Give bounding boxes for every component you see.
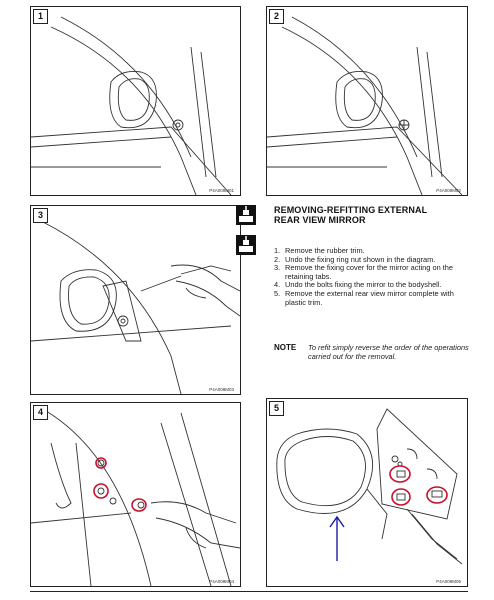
figure-code: P4A009M05 [436, 579, 461, 584]
mirror-assembly-illustration [267, 399, 467, 586]
steps-list [274, 247, 472, 307]
step-item: 1. Remove the rubber trim. [274, 246, 365, 255]
step-item: 4. Undo the bolts fixing the mirror to the bodyshell. [274, 280, 442, 290]
figure-code: P4A009M01 [209, 188, 234, 193]
figure-panel-3 [30, 205, 241, 395]
panel-number: 1 [33, 9, 48, 24]
arrow-up-icon [330, 517, 344, 561]
removal-icon [236, 205, 256, 225]
title-line-1: REMOVING-REFITTING EXTERNAL [274, 205, 428, 215]
title-line-2: REAR VIEW MIRROR [274, 215, 366, 225]
door-mirror-illustration-2 [267, 7, 467, 195]
figure-panel-4 [30, 402, 241, 587]
mirror-cover-removal-illustration [31, 206, 240, 394]
section-title [274, 205, 427, 225]
door-mirror-illustration-1 [31, 7, 240, 195]
panel-number: 5 [269, 401, 284, 416]
step-item: 3. Remove the fixing cover for the mirror acting on the retaining tabs. [274, 263, 454, 281]
panel-number: 2 [269, 9, 284, 24]
figure-code: P4A009M04 [209, 579, 234, 584]
note-label: NOTE [274, 343, 297, 352]
refitting-icon [236, 235, 256, 255]
figure-panel-5 [266, 398, 468, 587]
figure-panel-1 [30, 6, 241, 196]
footer-divider [30, 591, 468, 592]
highlight-circles [390, 466, 447, 505]
figure-panel-2 [266, 6, 468, 196]
figure-code: P4A009M03 [209, 387, 234, 392]
figure-code: P4A009M02 [436, 188, 461, 193]
note-block [274, 344, 472, 361]
note-text: To refit simply reverse the order of the operations carried out for the removal. [308, 343, 469, 361]
panel-number: 3 [33, 208, 48, 223]
step-item: 2. Undo the fixing ring nut shown in the diagram. [274, 254, 436, 264]
step-item: 5. Remove the external rear view mirror complete with plastic trim. [274, 288, 454, 307]
panel-number: 4 [33, 405, 48, 420]
mirror-bolts-illustration [31, 403, 240, 586]
